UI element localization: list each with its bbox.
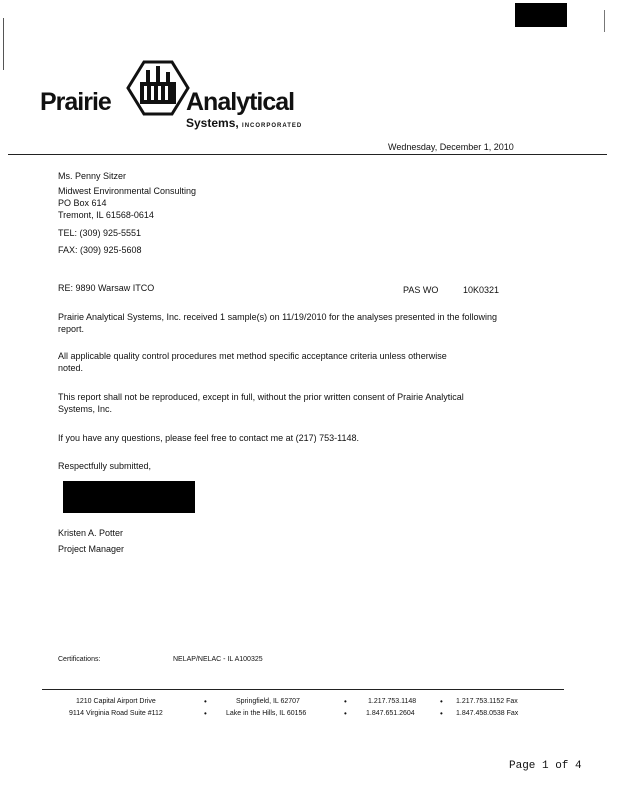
paragraph-qc: All applicable quality control procedures met method specific acceptance criteria unless otherwise noted. bbox=[58, 351, 447, 373]
recipient-name: Ms. Penny Sitzer bbox=[58, 171, 127, 181]
footer-row-1 bbox=[0, 697, 627, 707]
page-number: Page 1 of 4 bbox=[509, 760, 582, 772]
footer-bullet: • bbox=[344, 697, 347, 706]
paragraph-received: Prairie Analytical Systems, Inc. received 1 sample(s) on 11/19/2010 for the analyses presented in the following report. bbox=[58, 312, 498, 334]
scan-edge-right bbox=[604, 10, 605, 32]
signature-redaction bbox=[63, 481, 195, 513]
re-subject: RE: 9890 Warsaw ITCO bbox=[58, 283, 155, 293]
signer-name: Kristen A. Potter bbox=[58, 528, 124, 538]
footer-fax-2: 1.847.458.0538 Fax bbox=[456, 710, 519, 717]
footer-address-1: 1210 Capital Airport Drive bbox=[76, 698, 156, 705]
pas-wo-number: 10K0321 bbox=[463, 285, 500, 295]
recipient-address2: Tremont, IL 61568-0614 bbox=[58, 210, 154, 220]
header-rule bbox=[8, 154, 607, 155]
footer-phone-2: 1.847.651.2604 bbox=[366, 710, 415, 717]
logo-word-right: Analytical bbox=[186, 88, 295, 116]
redaction-box-top bbox=[515, 3, 567, 27]
recipient-block bbox=[58, 170, 196, 256]
footer-city-1: Springfield, IL 62707 bbox=[236, 698, 300, 705]
footer-bullet: • bbox=[440, 709, 443, 718]
certifications-label: Certifications: bbox=[58, 656, 101, 663]
company-logo bbox=[40, 58, 303, 134]
footer-bullet: • bbox=[204, 709, 207, 718]
recipient-company: Midwest Environmental Consulting bbox=[58, 186, 197, 196]
paragraph-closing: Respectfully submitted, bbox=[58, 461, 152, 471]
footer-address-2: 9114 Virginia Road Suite #112 bbox=[69, 710, 163, 717]
signer-title: Project Manager bbox=[58, 544, 125, 554]
scan-edge-left bbox=[3, 18, 4, 70]
pas-wo-label: PAS WO bbox=[403, 285, 439, 295]
paragraph-reproduction: This report shall not be reproduced, except in full, without the prior written consent of Prairie Analytical Systems, Inc. bbox=[58, 392, 464, 414]
footer-bullet: • bbox=[344, 709, 347, 718]
recipient-fax: FAX: (309) 925-5608 bbox=[58, 245, 142, 255]
footer-row-2 bbox=[0, 709, 627, 719]
footer-rule bbox=[42, 689, 564, 690]
recipient-tel: TEL: (309) 925-5551 bbox=[58, 228, 142, 238]
logo-systems bbox=[186, 116, 302, 130]
logo-word-left: Prairie bbox=[40, 88, 111, 116]
footer-fax-1: 1.217.753.1152 Fax bbox=[456, 698, 518, 705]
footer-bullet: • bbox=[440, 697, 443, 706]
logo-systems-text: Systems, bbox=[186, 116, 239, 130]
footer-phone-1: 1.217.753.1148 bbox=[368, 698, 417, 705]
letter-date: Wednesday, December 1, 2010 bbox=[388, 142, 514, 152]
certifications-value: NELAP/NELAC - IL A100325 bbox=[173, 656, 263, 663]
paragraph-contact: If you have any questions, please feel free to contact me at (217) 753-1148. bbox=[58, 433, 360, 443]
footer-bullet: • bbox=[204, 697, 207, 706]
footer-city-2: Lake in the Hills, IL 60156 bbox=[226, 710, 307, 717]
logo-emblem bbox=[126, 60, 190, 116]
recipient-address1: PO Box 614 bbox=[58, 198, 107, 208]
logo-incorporated: INCORPORATED bbox=[242, 123, 303, 129]
